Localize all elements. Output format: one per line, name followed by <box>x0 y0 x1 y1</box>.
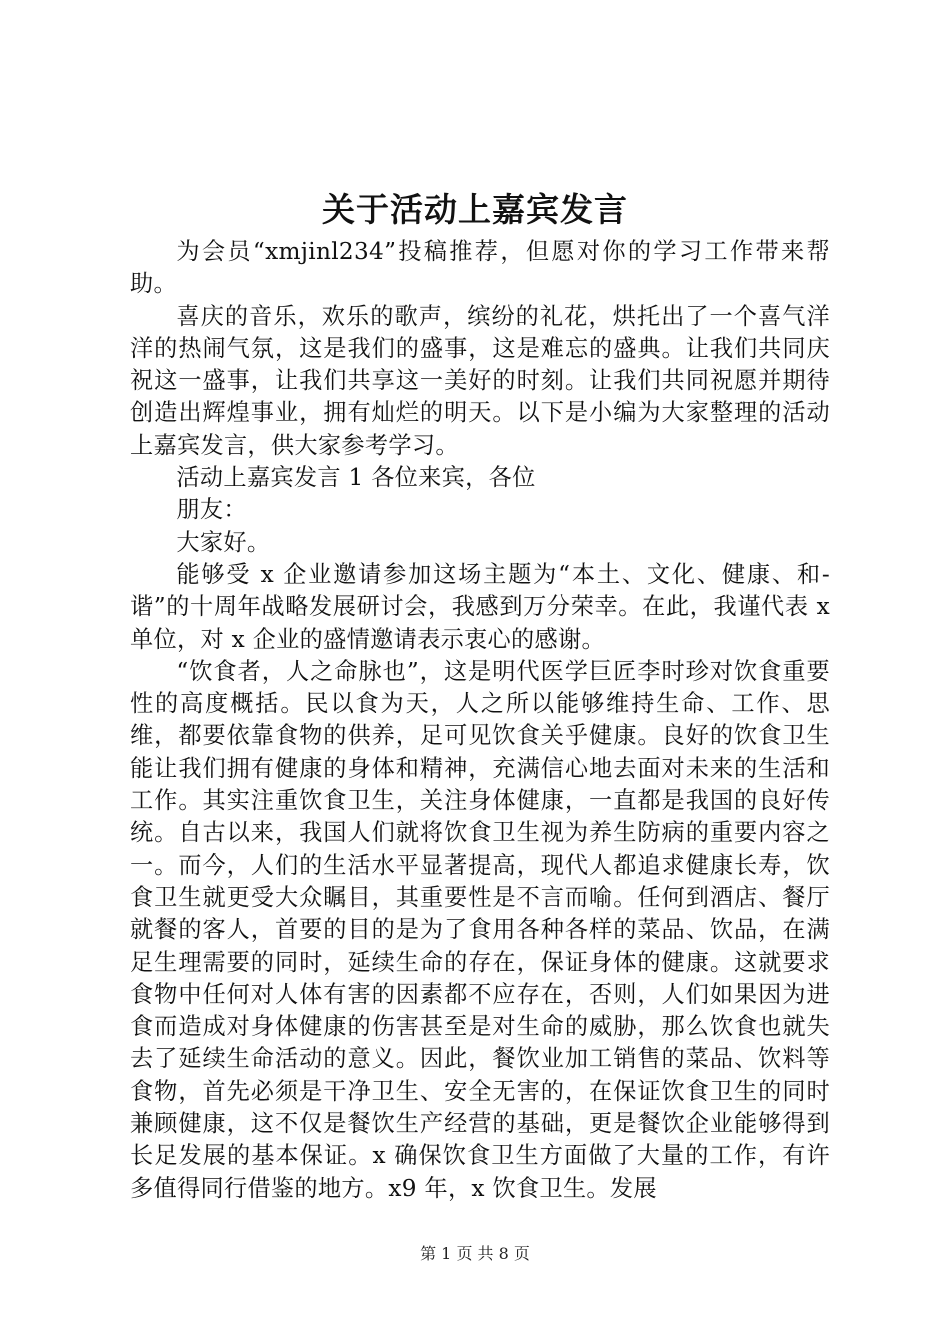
paragraph-salutation: 朋友： <box>176 496 247 524</box>
paragraph-speech-heading: 活动上嘉宾发言 1 各位来宾，各位 <box>176 464 536 492</box>
paragraph-thanks: 能够受 x 企业邀请参加这场主题为“本土、文化、健康、和-谐”的十周年战略发展研讨会，我感到万分荣幸。在此，我谨代表 x 单位，对 x 企业的盛情邀请表示衷心的感谢。 <box>130 560 830 653</box>
paragraph-food-hygiene: “饮食者，人之命脉也”，这是明代医学巨匠李时珍对饮食重要性的高度概括。民以食为天，人之所以能够维持生命、工作、思维，都要依靠食物的供养，足可见饮食关乎健康。良好的饮食卫生能让我们拥有健康的身体和精神，充满信心地去面对未来的生活和工作。其实注重饮食卫生，关注身体健康，一直都是我国的良好传统。自古以来，我国人们就将饮食卫生视为养生防病的重要内容之一。而今，人们的生活水平显著提高，现代人都追求健康长寿，饮食卫生就更受大众瞩目，其重要性是不言而喻。任何到酒店、餐厅就餐的客人，首要的目的是为了食用各种各样的菜品、饮品，在满足生理需要的同时，延续生命的存在，保证身体的健康。这就要求食物中任何对人体有害的因素都不应存在，否则，人们如果因为进食而造成对身体健康的伤害甚至是对生命的威胁，那么饮食也就失去了延续生命活动的意义。因此，餐饮业加工销售的菜品、饮料等食物，首先必须是干净卫生、安全无害的，在保证饮食卫生的同时兼顾健康，这不仅是餐饮生产经营的基础，更是餐饮企业能够得到长足发展的基本保证。x 确保饮食卫生方面做了大量的工作，有许多值得同行借鉴的地方。x9 年，x 饮食卫生。发展 <box>130 657 830 1202</box>
paragraph-greeting: 大家好。 <box>176 528 271 556</box>
paragraph-intro: 为会员“xmjinl234”投稿推荐，但愿对你的学习工作带来帮助。 <box>130 238 830 298</box>
paragraph-summary: 喜庆的音乐，欢乐的歌声，缤纷的礼花，烘托出了一个喜气洋洋的热闹气氛，这是我们的盛事，这是难忘的盛典。让我们共同庆祝这一盛事，让我们共享这一美好的时刻。让我们共同祝愿并期待创造出辉煌事业，拥有灿烂的明天。以下是小编为大家整理的活动上嘉宾发言，供大家参考学习。 <box>130 302 830 459</box>
page-number-footer: 第 1 页 共 8 页 <box>420 1244 530 1263</box>
document-title: 关于活动上嘉宾发言 <box>322 190 628 229</box>
document-body <box>130 236 830 1205</box>
